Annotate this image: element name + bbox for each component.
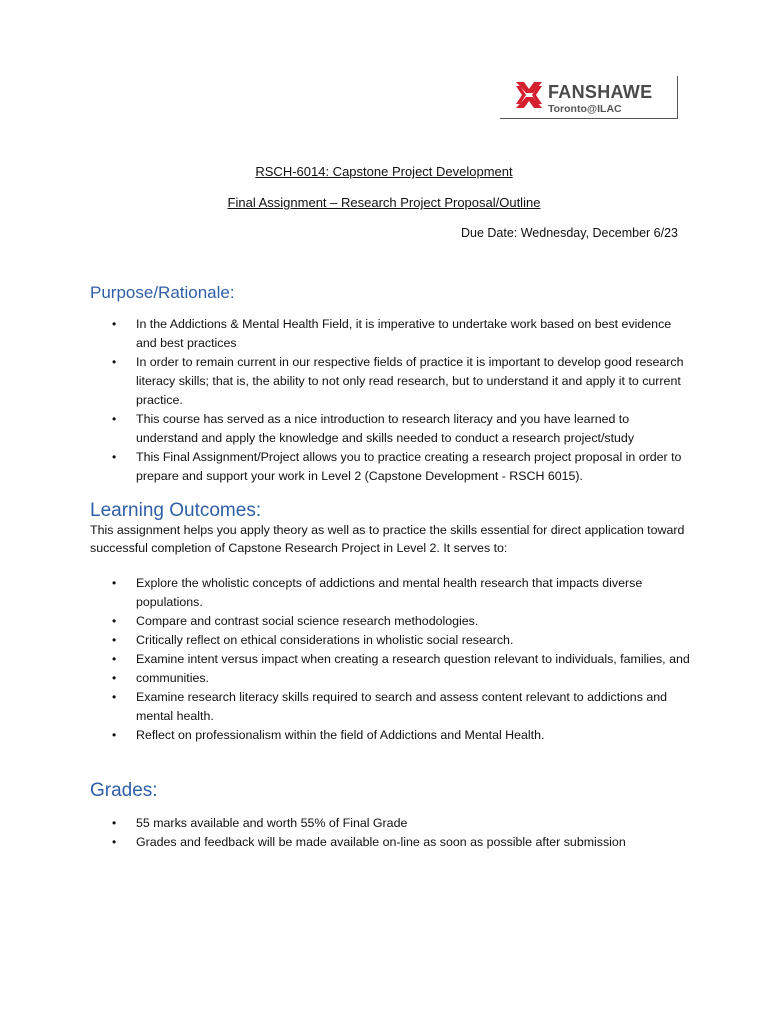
list-item: • Grades and feedback will be made available on-line as soon as possible after submission: [112, 833, 692, 852]
list-item: • In the Addictions & Mental Health Field, it is imperative to undertake work based on best evidence and best practices: [112, 317, 672, 350]
list-item: • Explore the wholistic concepts of addictions and mental health research that impacts diverse populations.: [112, 576, 643, 609]
list-item: • Reflect on professionalism within the field of Addictions and Mental Health.: [112, 726, 692, 745]
learning-list: [112, 574, 692, 745]
list-item: • Examine intent versus impact when creating a research question relevant to individuals, families, and: [112, 650, 692, 669]
logo-sub-text: Toronto@ILAC: [548, 103, 622, 115]
fanshawe-logo: [500, 76, 678, 119]
grades-list: [112, 814, 692, 852]
list-item: • communities.: [112, 669, 692, 688]
bullet-icon: •: [112, 576, 117, 590]
list-item: • 55 marks available and worth 55% of Final Grade: [112, 814, 692, 833]
grades-heading: Grades:: [90, 780, 158, 801]
learning-outcomes-heading: Learning Outcomes:: [90, 500, 262, 521]
bullet-icon: •: [112, 652, 117, 666]
list-item: • Examine research literacy skills required to search and assess content relevant to addictions and mental health.: [112, 690, 668, 723]
list-item: • Critically reflect on ethical considerations in wholistic social research.: [112, 631, 692, 650]
list-item: • Compare and contrast social science research methodologies.: [112, 612, 692, 631]
purpose-list: [112, 315, 692, 486]
logo-divider-vertical: [677, 76, 678, 119]
logo-divider-horizontal: [500, 118, 678, 119]
bullet-icon: •: [112, 412, 117, 426]
bullet-icon: •: [112, 450, 117, 464]
bullet-icon: •: [112, 671, 117, 685]
bullet-icon: •: [112, 355, 117, 369]
bullet-icon: •: [112, 690, 117, 704]
list-item: • This Final Assignment/Project allows you to practice creating a research project proposal in order to prepare and support your work in Level 2 (Capstone Development - RSCH 6015).: [112, 450, 682, 483]
bullet-icon: •: [112, 816, 117, 830]
bullet-icon: •: [112, 317, 117, 331]
due-date: Due Date: Wednesday, December 6/23: [460, 226, 678, 240]
bullet-icon: •: [112, 633, 117, 647]
bullet-icon: •: [112, 835, 117, 849]
fanshawe-logo-icon: [514, 80, 544, 110]
learning-intro: This assignment helps you apply theory as well as to practice the skills essential for direct application toward successful completion of Capstone Research Project in Level 2. It serves to:: [90, 523, 685, 555]
list-item: • In order to remain current in our respective fields of practice it is important to develop good research literacy skills; that is, the ability to not only read research, but to understand it and apply it to current practice.: [112, 355, 684, 407]
course-title: RSCH-6014: Capstone Project Development: [255, 164, 513, 179]
logo-brand-text: FANSHAWE: [548, 82, 653, 102]
purpose-heading: Purpose/Rationale:: [90, 283, 235, 302]
bullet-icon: •: [112, 614, 117, 628]
assignment-title: Final Assignment – Research Project Proposal/Outline: [227, 195, 541, 210]
list-item: • This course has served as a nice introduction to research literacy and you have learned to understand and apply the knowledge and skills needed to conduct a research project/study: [112, 412, 635, 445]
bullet-icon: •: [112, 728, 117, 742]
